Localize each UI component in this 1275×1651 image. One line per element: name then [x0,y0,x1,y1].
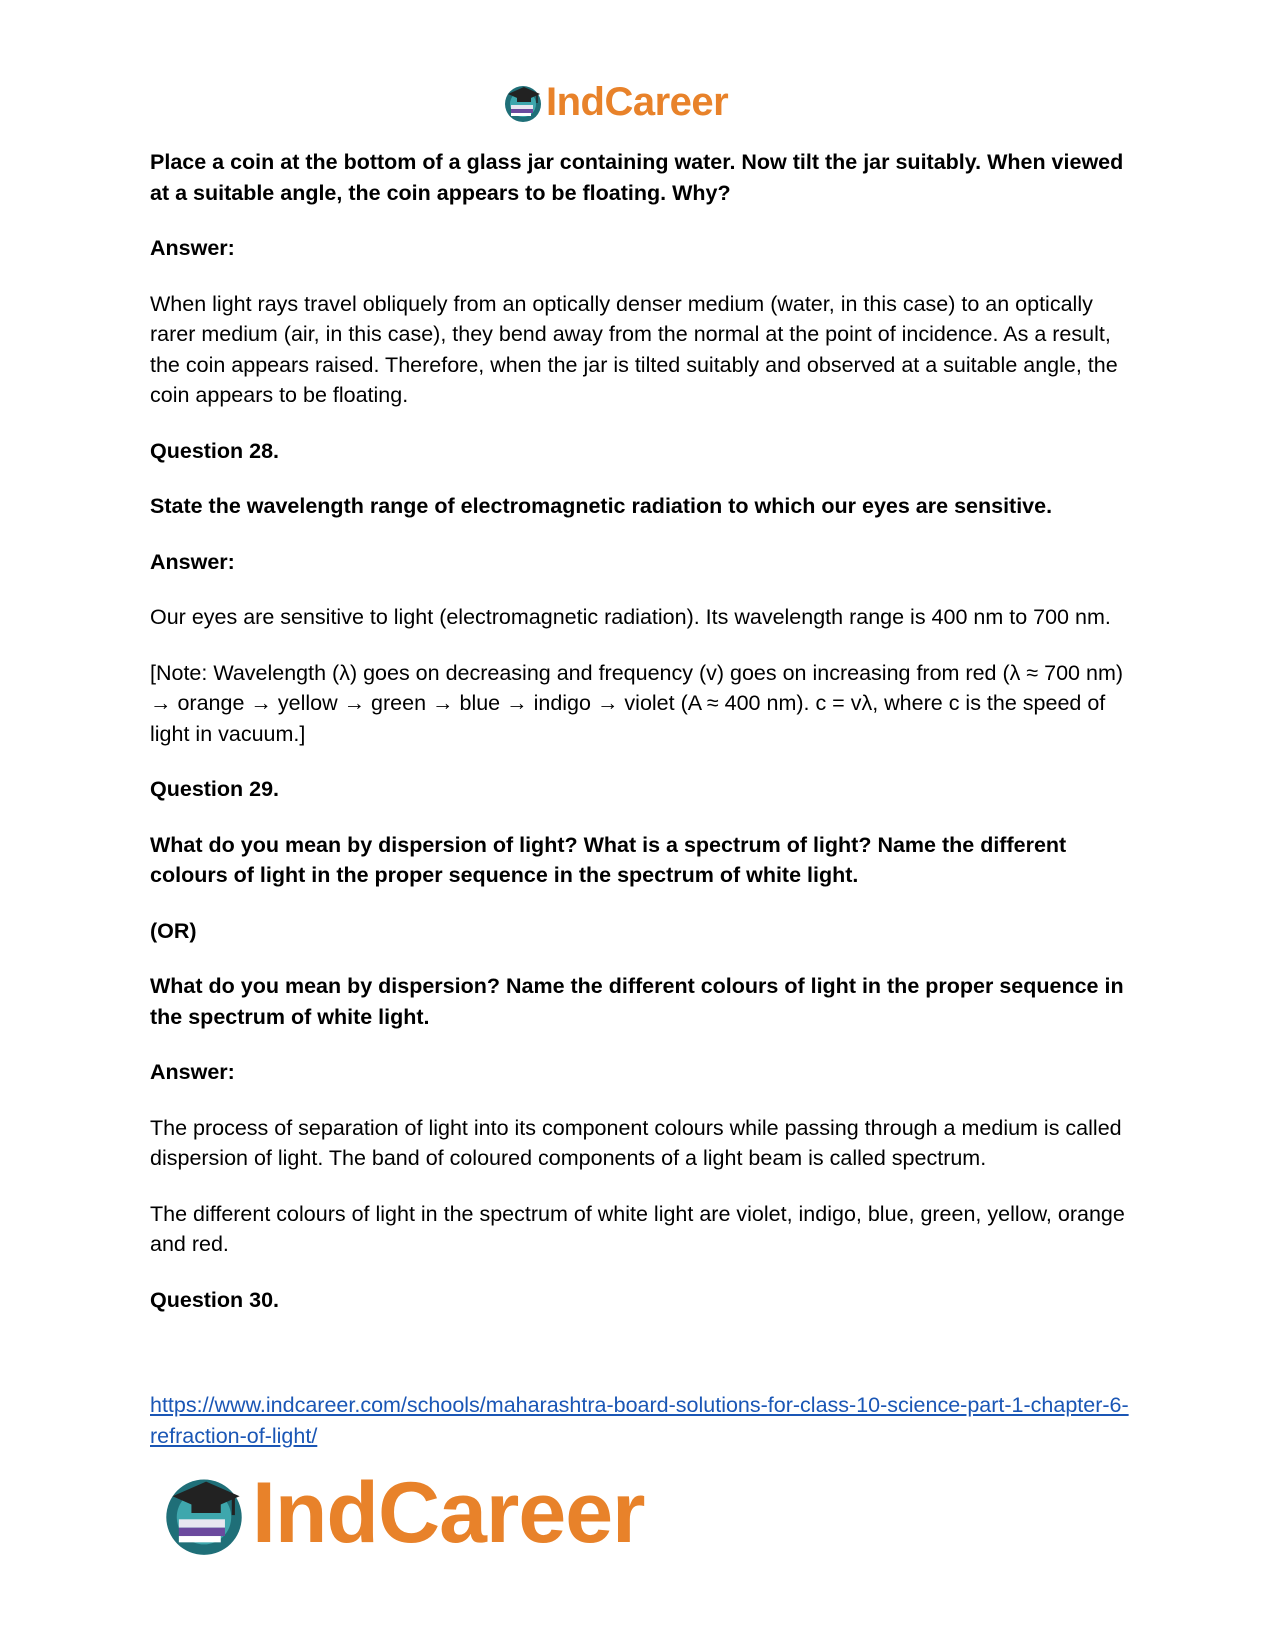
footer-url-link[interactable]: https://www.indcareer.com/schools/maharashtra-board-solutions-for-class-10-science-part-1-chapter-6-refraction-of-light/ [150,1393,1129,1448]
document-body [150,147,1125,1340]
answer-label: Answer: [150,549,235,574]
question-number: Question 28. [150,438,280,463]
body-paragraph: When light rays travel obliquely from an optically denser medium (water, in this case) to an optically rarer medium (air, in this case), they bend away from the normal at the point of incidence. As a result, the coin appears raised. Therefore, when the jar is tilted suitably and observed at a suitable angle, the coin appears to be floating. [150,291,1118,407]
question-number: Question 30. [150,1287,280,1312]
graduation-cap-icon [160,1469,248,1557]
question-text: What do you mean by dispersion of light? What is a spectrum of light? Name the different colours of light in the proper sequence in the spectrum of white light. [150,832,1067,887]
body-paragraph: Our eyes are sensitive to light (electromagnetic radiation). Its wavelength range is 400 nm to 700 nm. [150,605,1111,629]
question-number: Question 29. [150,777,280,801]
question-text: State the wavelength range of electromagnetic radiation to which our eyes are sensitive. [150,494,1053,518]
question-text: Place a coin at the bottom of a glass jar containing water. Now tilt the jar suitably. When viewed at a suitable angle, the coin appears to be floating. Why? [150,150,1124,205]
header-logo [502,80,728,124]
body-paragraph: The different colours of light in the spectrum of white light are violet, indigo, blue, green, yellow, orange and red. [150,1201,1125,1256]
answer-label: Answer: [150,1060,235,1084]
answer-label: Answer: [150,236,235,260]
or-separator: (OR) [150,918,197,943]
graduation-cap-icon [502,81,544,123]
logo-wordmark: IndCareer [252,1464,645,1561]
question-text: What do you mean by dispersion? Name the different colours of light in the proper sequence in the spectrum of white light. [150,974,1124,1029]
footer-logo [160,1465,645,1561]
logo-wordmark: IndCareer [546,79,729,124]
body-paragraph: The process of separation of light into its component colours while passing through a medium is called dispersion of light. The band of coloured components of a light beam is called spectrum. [150,1115,1122,1170]
body-paragraph: [Note: Wavelength (λ) goes on decreasing and frequency (v) goes on increasing from red (λ ≈ 700 nm) → orange → yellow → green → blue → indigo → violet (A ≈ 400 nm). c = vλ, where c is the speed of light in vacuum.] [150,660,1124,746]
